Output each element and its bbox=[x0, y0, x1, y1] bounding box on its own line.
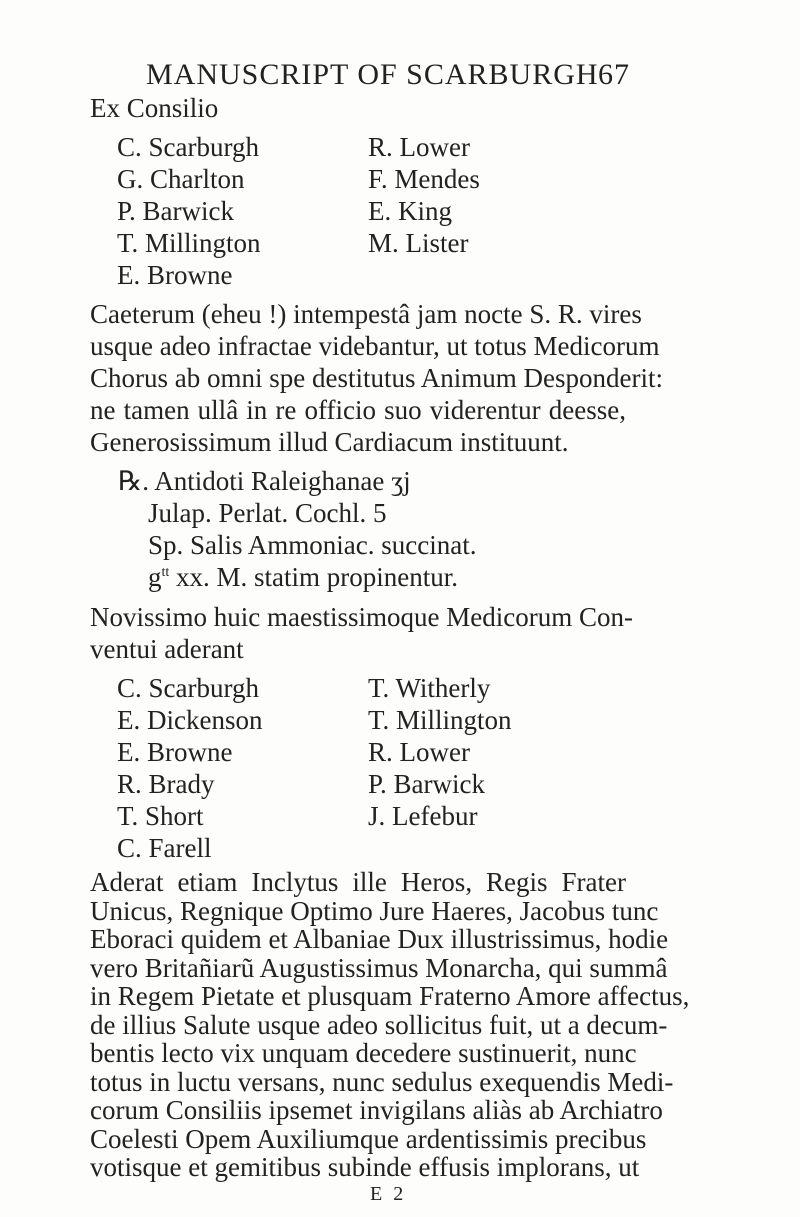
consilio-name: F. Mendes bbox=[368, 164, 480, 194]
conventus-name: E. Browne bbox=[117, 737, 233, 767]
recipe-unit-superscript: tt bbox=[161, 565, 170, 580]
conventus-name: P. Barwick bbox=[368, 769, 485, 799]
paragraph-line: ne tamen ullâ in re officio suo viderentur deesse, bbox=[90, 395, 626, 425]
recipe-unit: g bbox=[148, 562, 162, 592]
consilio-name: E. Browne bbox=[117, 260, 233, 290]
signature-mark: E 2 bbox=[370, 1183, 407, 1205]
conventus-name: E. Dickenson bbox=[117, 705, 263, 735]
paragraph-line: Novissimo huic maestissimoque Medicorum Con- bbox=[90, 602, 633, 632]
paragraph-line: usque adeo infractae videbantur, ut totus Medicorum bbox=[90, 331, 660, 361]
conventus-name: R. Brady bbox=[117, 769, 215, 799]
consilio-name: R. Lower bbox=[368, 132, 470, 162]
running-title: MANUSCRIPT OF SCARBURGH bbox=[146, 58, 599, 91]
recipe-line: Julap. Perlat. Cochl. 5 bbox=[148, 498, 387, 528]
consilio-name: E. King bbox=[368, 196, 452, 226]
consilio-name: P. Barwick bbox=[117, 196, 234, 226]
recipe-line-text: xx. M. statim propinentur. bbox=[169, 562, 459, 592]
paragraph-line: Eboraci quidem et Albaniae Dux illustrissimus, hodie bbox=[90, 924, 669, 954]
paragraph-line: Generosissimum illud Cardiacum instituunt. bbox=[90, 427, 569, 457]
conventus-name: R. Lower bbox=[368, 737, 470, 767]
consilio-heading: Ex Consilio bbox=[90, 93, 219, 123]
conventus-name: T. Millington bbox=[368, 705, 512, 735]
paragraph-line: corum Consiliis ipsemet invigilans aliàs ab Archiatro bbox=[90, 1095, 663, 1125]
conventus-name: T. Short bbox=[117, 801, 204, 831]
paragraph-line: bentis lecto vix unquam decedere sustinuerit, nunc bbox=[90, 1038, 637, 1068]
consilio-name: G. Charlton bbox=[117, 164, 245, 194]
consilio-name: M. Lister bbox=[368, 228, 469, 258]
paragraph-line: Caeterum (eheu !) intempestâ jam nocte S. R. vires bbox=[90, 299, 642, 329]
paragraph-line: Unicus, Regnique Optimo Jure Haeres, Jacobus tunc bbox=[90, 895, 659, 926]
consilio-name: C. Scarburgh bbox=[117, 132, 259, 162]
paragraph-line: Chorus ab omni spe destitutus Animum Desponderit: bbox=[90, 363, 663, 393]
paragraph-line: votisque et gemitibus subinde effusis implorans, ut bbox=[90, 1152, 640, 1182]
conventus-name: T. Witherly bbox=[368, 673, 491, 703]
recipe-line bbox=[148, 561, 458, 593]
conventus-name: J. Lefebur bbox=[368, 801, 478, 831]
paragraph-line: ventui aderant bbox=[90, 634, 244, 664]
paragraph-line: de illius Salute usque adeo sollicitus fuit, ut a decum- bbox=[90, 1009, 668, 1040]
conventus-name: C. Farell bbox=[117, 833, 212, 863]
page-number: 67 bbox=[598, 58, 630, 91]
conventus-name: C. Scarburgh bbox=[117, 673, 259, 703]
consilio-name: T. Millington bbox=[117, 228, 261, 258]
recipe-line: ℞. Antidoti Raleighanae ʒj bbox=[118, 466, 411, 496]
recipe-line: Sp. Salis Ammoniac. succinat. bbox=[148, 530, 477, 560]
paragraph-line: Coelesti Opem Auxiliumque ardentissimis precibus bbox=[90, 1123, 647, 1154]
paragraph-line: Aderat etiam Inclytus ille Heros, Regis Frater bbox=[90, 867, 626, 897]
paragraph-line: totus in luctu versans, nunc sedulus exequendis Medi- bbox=[90, 1066, 674, 1097]
paragraph-line: in Regem Pietate et plusquam Fraterno Amore affectus, bbox=[90, 981, 690, 1011]
paragraph-line: vero Britañiarũ Augustissimus Monarcha, qui summâ bbox=[90, 952, 668, 983]
